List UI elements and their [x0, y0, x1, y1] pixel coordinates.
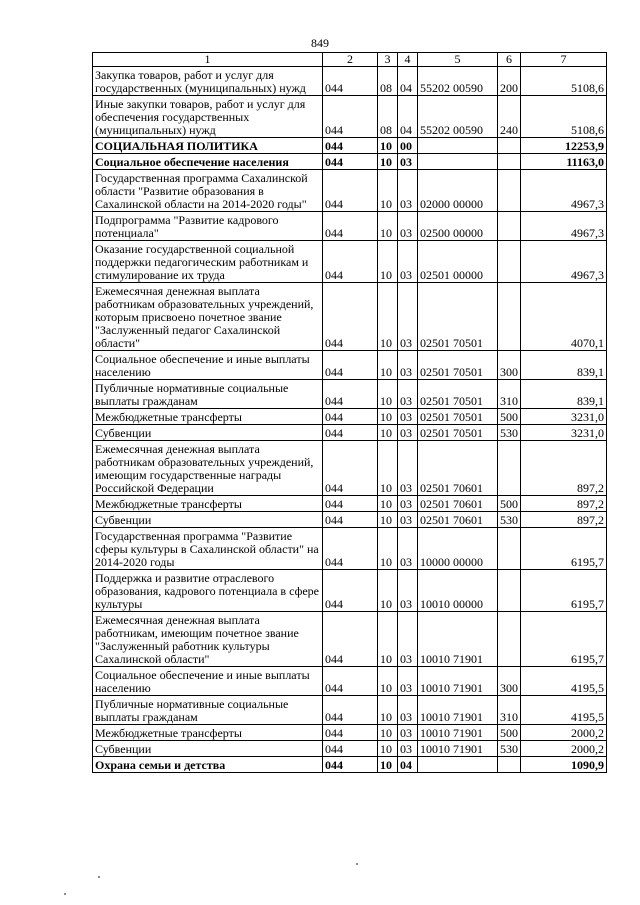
target-article-cell: 02501 70501 — [418, 409, 498, 425]
expense-type-cell: 530 — [498, 425, 521, 441]
subsection-code-cell: 03 — [398, 612, 418, 667]
amount-cell: 12253,9 — [521, 138, 607, 154]
section-code-cell: 10 — [378, 757, 398, 773]
section-code-cell: 08 — [378, 67, 398, 96]
expense-type-cell: 240 — [498, 96, 521, 138]
section-code-cell: 10 — [378, 212, 398, 241]
amount-cell: 11163,0 — [521, 154, 607, 170]
amount-cell: 4967,3 — [521, 241, 607, 283]
target-article-cell — [418, 757, 498, 773]
target-article-cell: 02501 70501 — [418, 283, 498, 351]
expense-type-cell — [498, 757, 521, 773]
column-header: 2 — [323, 53, 378, 67]
row-name-cell: Закупка товаров, работ и услуг для государственных (муниципальных) нужд — [93, 67, 323, 96]
grbs-code-cell: 044 — [323, 757, 378, 773]
table-row — [93, 212, 607, 241]
table-row — [93, 528, 607, 570]
row-name-cell: Оказание государственной социальной поддержки педагогическим работникам и стимулирование их труда — [93, 241, 323, 283]
column-header: 4 — [398, 53, 418, 67]
subsection-code-cell: 04 — [398, 96, 418, 138]
expense-type-cell: 500 — [498, 496, 521, 512]
amount-cell: 6195,7 — [521, 570, 607, 612]
subsection-code-cell: 03 — [398, 425, 418, 441]
expense-type-cell — [498, 138, 521, 154]
target-article-cell — [418, 138, 498, 154]
row-name-cell: Иные закупки товаров, работ и услуг для обеспечения государственных (муниципальных) нужд — [93, 96, 323, 138]
row-name-cell: Социальное обеспечение и иные выплаты населению — [93, 351, 323, 380]
target-article-cell: 02000 00000 — [418, 170, 498, 212]
expense-type-cell — [498, 528, 521, 570]
grbs-code-cell: 044 — [323, 96, 378, 138]
table-row — [93, 570, 607, 612]
column-header: 6 — [498, 53, 521, 67]
expense-type-cell — [498, 170, 521, 212]
subsection-code-cell: 03 — [398, 741, 418, 757]
grbs-code-cell: 044 — [323, 351, 378, 380]
table-row — [93, 496, 607, 512]
section-code-cell: 10 — [378, 667, 398, 696]
target-article-cell: 10010 71901 — [418, 725, 498, 741]
grbs-code-cell: 044 — [323, 138, 378, 154]
row-name-cell: Ежемесячная денежная выплата работникам образовательных учреждений, имеющим государственные награды Российской Федерации — [93, 441, 323, 496]
row-name-cell: Межбюджетные трансферты — [93, 725, 323, 741]
subsection-code-cell: 03 — [398, 241, 418, 283]
expense-type-cell — [498, 154, 521, 170]
column-header: 3 — [378, 53, 398, 67]
section-code-cell: 10 — [378, 496, 398, 512]
target-article-cell: 10010 71901 — [418, 696, 498, 725]
expense-type-cell: 530 — [498, 741, 521, 757]
target-article-cell: 10000 00000 — [418, 528, 498, 570]
target-article-cell: 02501 70501 — [418, 380, 498, 409]
section-code-cell: 10 — [378, 612, 398, 667]
amount-cell: 4195,5 — [521, 696, 607, 725]
grbs-code-cell: 044 — [323, 725, 378, 741]
row-name-cell: Подпрограмма "Развитие кадрового потенциала" — [93, 212, 323, 241]
expense-type-cell — [498, 570, 521, 612]
subsection-code-cell: 03 — [398, 496, 418, 512]
table-row — [93, 725, 607, 741]
expense-type-cell — [498, 241, 521, 283]
expense-type-cell: 300 — [498, 351, 521, 380]
amount-cell: 3231,0 — [521, 425, 607, 441]
target-article-cell: 02501 70501 — [418, 351, 498, 380]
subsection-code-cell: 03 — [398, 725, 418, 741]
row-name-cell: Государственная программа "Развитие сферы культуры в Сахалинской области" на 2014-2020 годы — [93, 528, 323, 570]
table-row — [93, 138, 607, 154]
row-name-cell: Охрана семьи и детства — [93, 757, 323, 773]
amount-cell: 4195,5 — [521, 667, 607, 696]
expense-type-cell: 500 — [498, 725, 521, 741]
amount-cell: 5108,6 — [521, 96, 607, 138]
scan-speck — [356, 863, 358, 865]
table-row — [93, 67, 607, 96]
row-name-cell: Публичные нормативные социальные выплаты гражданам — [93, 380, 323, 409]
row-name-cell: СОЦИАЛЬНАЯ ПОЛИТИКА — [93, 138, 323, 154]
row-name-cell: Межбюджетные трансферты — [93, 496, 323, 512]
amount-cell: 839,1 — [521, 380, 607, 409]
amount-cell: 839,1 — [521, 351, 607, 380]
subsection-code-cell: 03 — [398, 212, 418, 241]
grbs-code-cell: 044 — [323, 441, 378, 496]
amount-cell: 4070,1 — [521, 283, 607, 351]
section-code-cell: 10 — [378, 154, 398, 170]
subsection-code-cell: 03 — [398, 170, 418, 212]
grbs-code-cell: 044 — [323, 528, 378, 570]
section-code-cell: 10 — [378, 283, 398, 351]
target-article-cell: 02501 70601 — [418, 496, 498, 512]
target-article-cell: 10010 00000 — [418, 570, 498, 612]
table-row — [93, 170, 607, 212]
section-code-cell: 08 — [378, 96, 398, 138]
grbs-code-cell: 044 — [323, 241, 378, 283]
subsection-code-cell: 03 — [398, 351, 418, 380]
expense-type-cell: 310 — [498, 696, 521, 725]
subsection-code-cell: 03 — [398, 570, 418, 612]
target-article-cell: 55202 00590 — [418, 67, 498, 96]
section-code-cell: 10 — [378, 741, 398, 757]
section-code-cell: 10 — [378, 241, 398, 283]
subsection-code-cell: 04 — [398, 757, 418, 773]
target-article-cell: 02501 70501 — [418, 425, 498, 441]
amount-cell: 5108,6 — [521, 67, 607, 96]
table-row — [93, 612, 607, 667]
row-name-cell: Межбюджетные трансферты — [93, 409, 323, 425]
subsection-code-cell: 03 — [398, 283, 418, 351]
section-code-cell: 10 — [378, 351, 398, 380]
subsection-code-cell: 03 — [398, 667, 418, 696]
section-code-cell: 10 — [378, 409, 398, 425]
expense-type-cell: 300 — [498, 667, 521, 696]
subsection-code-cell: 03 — [398, 409, 418, 425]
subsection-code-cell: 04 — [398, 67, 418, 96]
expense-type-cell — [498, 612, 521, 667]
expense-type-cell: 500 — [498, 409, 521, 425]
table-row — [93, 96, 607, 138]
target-article-cell: 02500 00000 — [418, 212, 498, 241]
grbs-code-cell: 044 — [323, 154, 378, 170]
table-row — [93, 441, 607, 496]
subsection-code-cell: 03 — [398, 512, 418, 528]
section-code-cell: 10 — [378, 725, 398, 741]
expense-type-cell: 310 — [498, 380, 521, 409]
target-article-cell: 10010 71901 — [418, 612, 498, 667]
amount-cell: 3231,0 — [521, 409, 607, 425]
scan-speck — [98, 876, 100, 878]
column-header: 1 — [93, 53, 323, 67]
row-name-cell: Ежемесячная денежная выплата работникам, имеющим почетное звание "Заслуженный работник культуры Сахалинской области" — [93, 612, 323, 667]
table-row — [93, 425, 607, 441]
target-article-cell: 10010 71901 — [418, 667, 498, 696]
section-code-cell: 10 — [378, 441, 398, 496]
subsection-code-cell: 00 — [398, 138, 418, 154]
scan-speck — [64, 893, 66, 895]
grbs-code-cell: 044 — [323, 612, 378, 667]
target-article-cell: 02501 70601 — [418, 512, 498, 528]
table-row — [93, 696, 607, 725]
section-code-cell: 10 — [378, 380, 398, 409]
target-article-cell: 02501 70601 — [418, 441, 498, 496]
budget-table — [92, 52, 607, 773]
grbs-code-cell: 044 — [323, 741, 378, 757]
amount-cell: 4967,3 — [521, 170, 607, 212]
subsection-code-cell: 03 — [398, 696, 418, 725]
target-article-cell — [418, 154, 498, 170]
section-code-cell: 10 — [378, 425, 398, 441]
table-row — [93, 409, 607, 425]
amount-cell: 6195,7 — [521, 612, 607, 667]
subsection-code-cell: 03 — [398, 528, 418, 570]
page-number: 849 — [311, 36, 329, 50]
grbs-code-cell: 044 — [323, 667, 378, 696]
expense-type-cell — [498, 283, 521, 351]
grbs-code-cell: 044 — [323, 212, 378, 241]
table-row — [93, 667, 607, 696]
expense-type-cell: 200 — [498, 67, 521, 96]
amount-cell: 6195,7 — [521, 528, 607, 570]
row-name-cell: Государственная программа Сахалинской области "Развитие образования в Сахалинской области на 2014-2020 годы" — [93, 170, 323, 212]
amount-cell: 897,2 — [521, 496, 607, 512]
table-row — [93, 380, 607, 409]
grbs-code-cell: 044 — [323, 696, 378, 725]
section-code-cell: 10 — [378, 138, 398, 154]
target-article-cell: 55202 00590 — [418, 96, 498, 138]
section-code-cell: 10 — [378, 528, 398, 570]
grbs-code-cell: 044 — [323, 409, 378, 425]
amount-cell: 897,2 — [521, 512, 607, 528]
row-name-cell: Ежемесячная денежная выплата работникам образовательных учреждений, которым присвоено почетное звание "Заслуженный педагог Сахалинской области" — [93, 283, 323, 351]
subsection-code-cell: 03 — [398, 154, 418, 170]
subsection-code-cell: 03 — [398, 441, 418, 496]
target-article-cell: 02501 00000 — [418, 241, 498, 283]
row-name-cell: Социальное обеспечение и иные выплаты населению — [93, 667, 323, 696]
grbs-code-cell: 044 — [323, 67, 378, 96]
grbs-code-cell: 044 — [323, 496, 378, 512]
column-number-row — [93, 53, 607, 67]
target-article-cell: 10010 71901 — [418, 741, 498, 757]
expense-type-cell — [498, 212, 521, 241]
grbs-code-cell: 044 — [323, 425, 378, 441]
table-row — [93, 283, 607, 351]
row-name-cell: Социальное обеспечение населения — [93, 154, 323, 170]
table-row — [93, 741, 607, 757]
subsection-code-cell: 03 — [398, 380, 418, 409]
expense-type-cell: 530 — [498, 512, 521, 528]
grbs-code-cell: 044 — [323, 283, 378, 351]
row-name-cell: Субвенции — [93, 741, 323, 757]
grbs-code-cell: 044 — [323, 512, 378, 528]
amount-cell: 2000,2 — [521, 741, 607, 757]
section-code-cell: 10 — [378, 570, 398, 612]
row-name-cell: Поддержка и развитие отраслевого образования, кадрового потенциала в сфере культуры — [93, 570, 323, 612]
amount-cell: 4967,3 — [521, 212, 607, 241]
grbs-code-cell: 044 — [323, 380, 378, 409]
column-header: 7 — [521, 53, 607, 67]
row-name-cell: Публичные нормативные социальные выплаты гражданам — [93, 696, 323, 725]
section-code-cell: 10 — [378, 170, 398, 212]
expense-type-cell — [498, 441, 521, 496]
grbs-code-cell: 044 — [323, 170, 378, 212]
table-row — [93, 154, 607, 170]
amount-cell: 2000,2 — [521, 725, 607, 741]
table-row — [93, 512, 607, 528]
row-name-cell: Субвенции — [93, 512, 323, 528]
grbs-code-cell: 044 — [323, 570, 378, 612]
table-row — [93, 351, 607, 380]
column-header: 5 — [418, 53, 498, 67]
table-row — [93, 757, 607, 773]
table-row — [93, 241, 607, 283]
section-code-cell: 10 — [378, 696, 398, 725]
row-name-cell: Субвенции — [93, 425, 323, 441]
amount-cell: 1090,9 — [521, 757, 607, 773]
section-code-cell: 10 — [378, 512, 398, 528]
amount-cell: 897,2 — [521, 441, 607, 496]
